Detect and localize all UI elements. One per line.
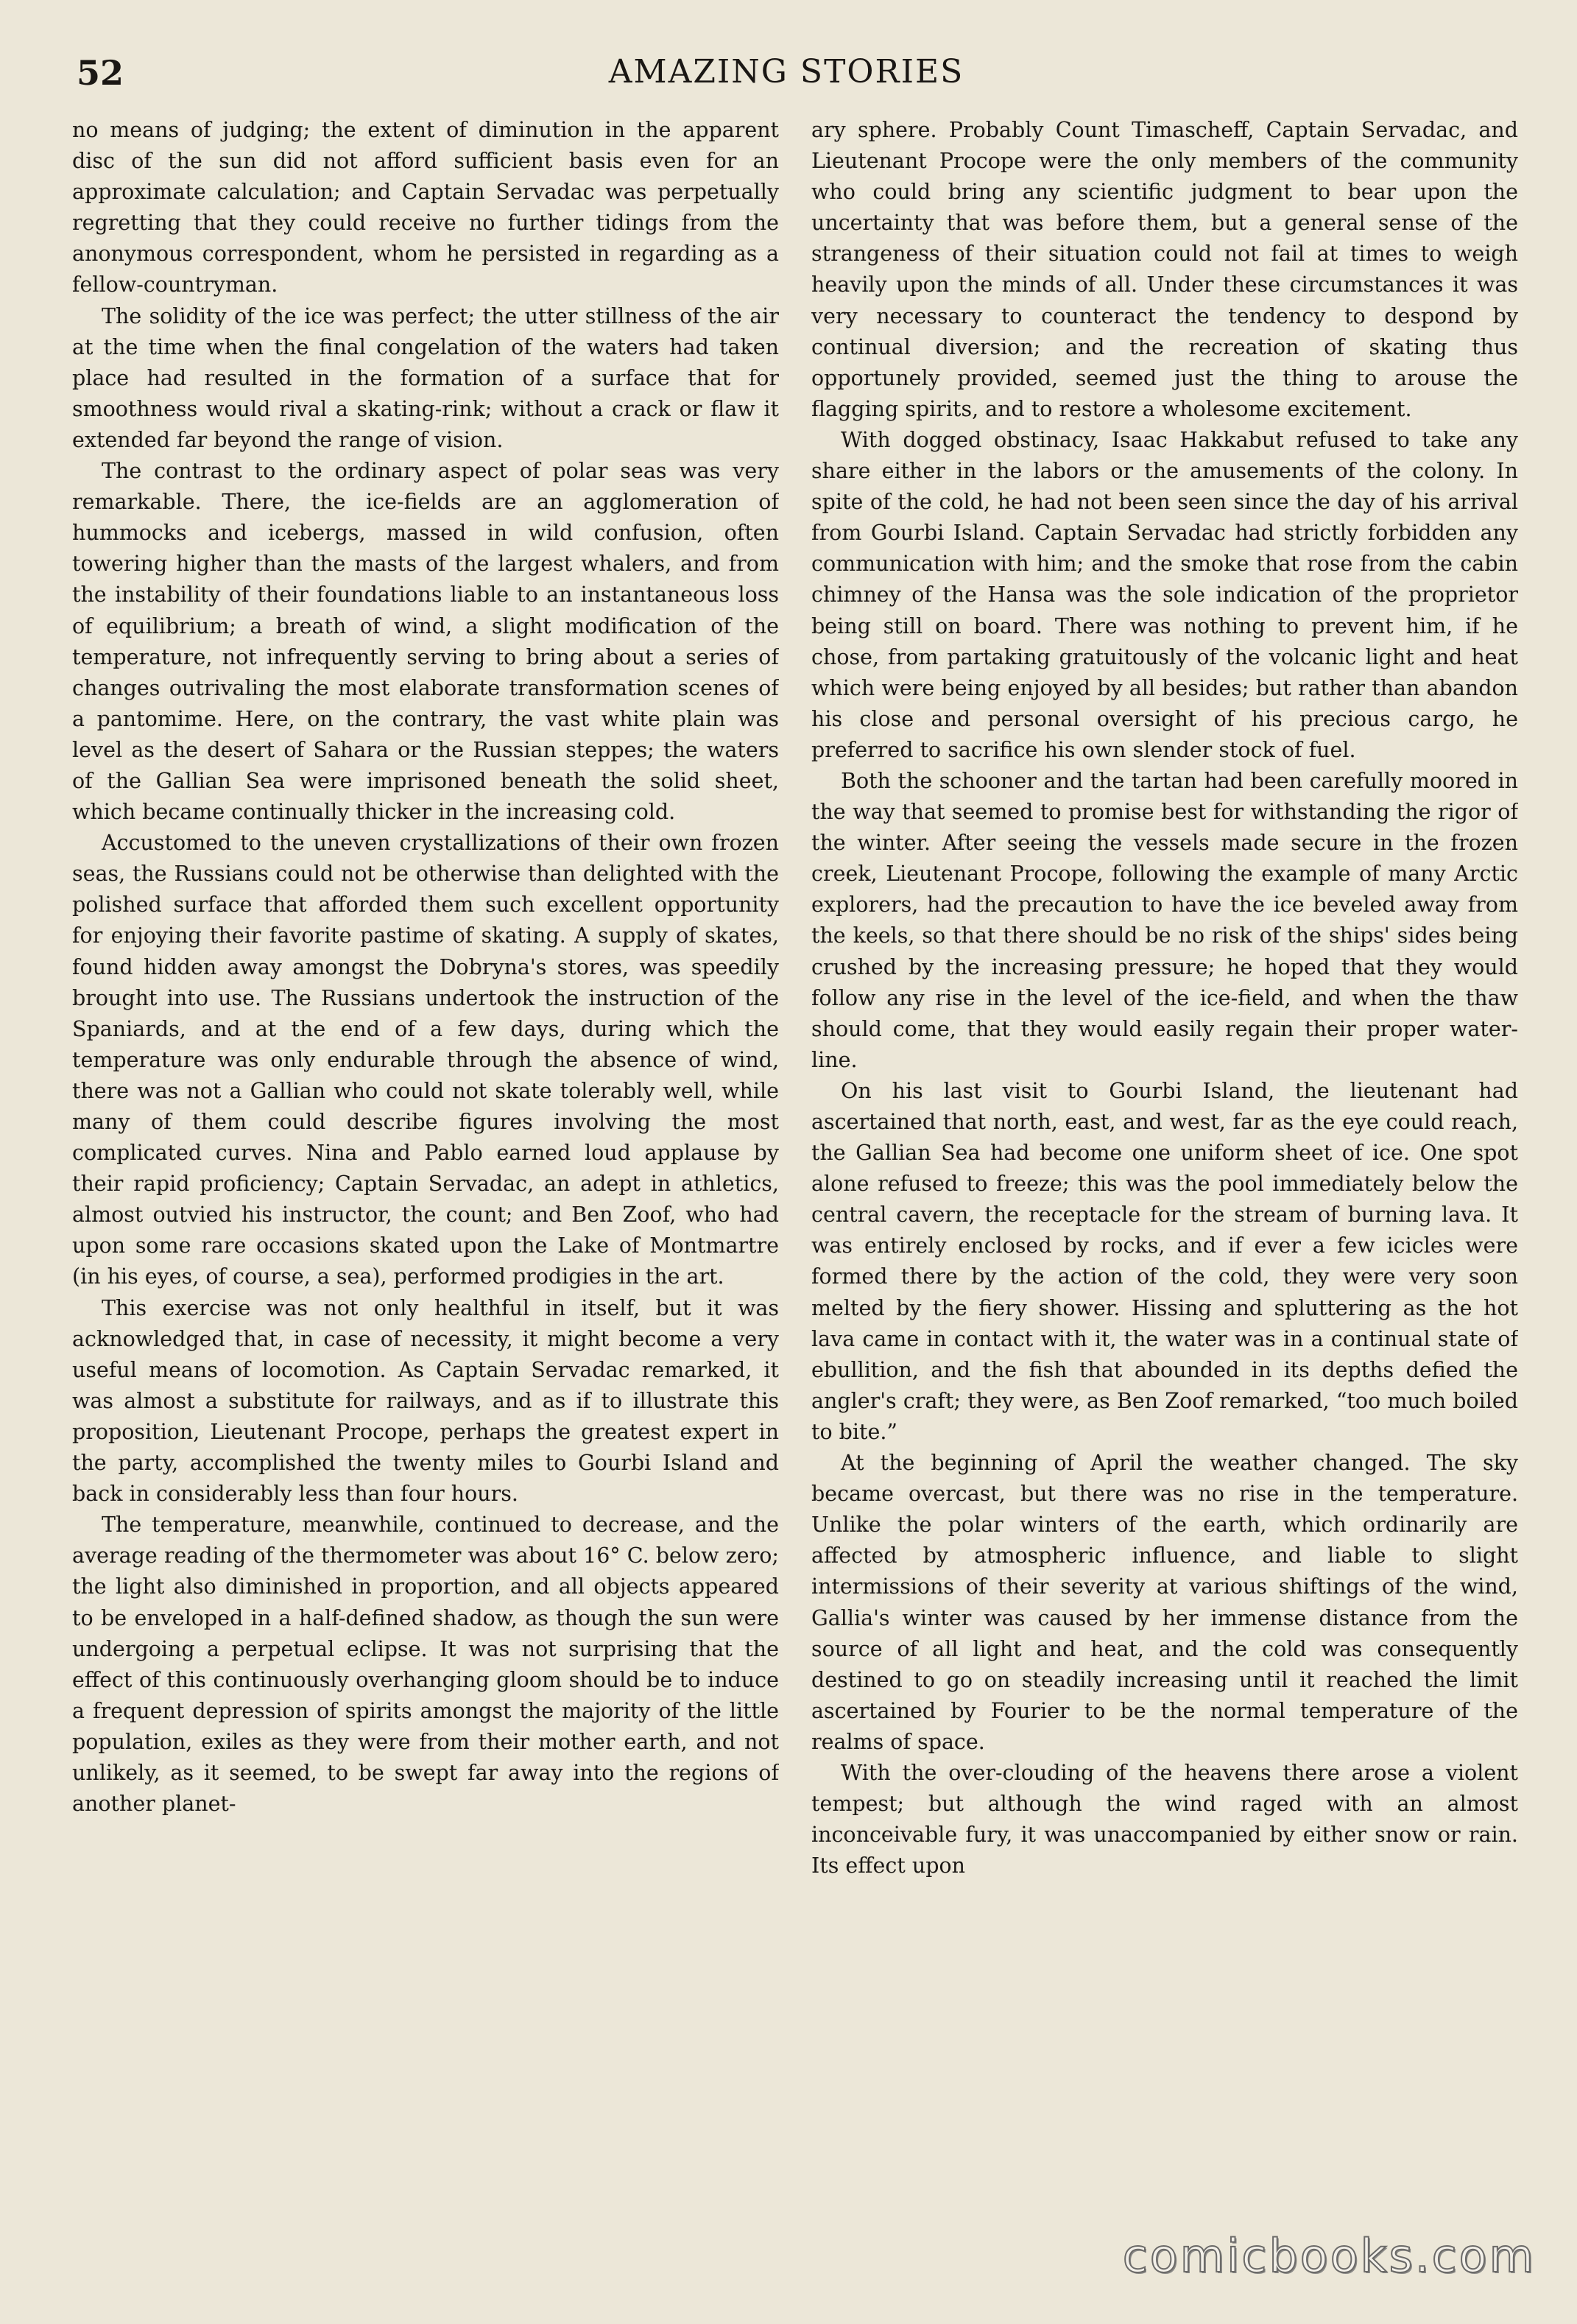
paragraph: Accustomed to the uneven crystallizations of their own frozen seas, the Russians could not be otherwise than delighted with the polished surface that afforded them such excellent opportunity for enjoying their favorite pastime of skating. A supply of skates, found hidden away amongst the Dobryna's stores, was speedily brought into use. The Russians undertook the instruction of the Spaniards, and at the end of a few days, during which the temperature was only endurable through the absence of wind, there was not a Gallian who could not skate tolerably well, while many of them could describe figures involving the most complicated curves. Nina and Pablo earned loud applause by their rapid proficiency; Captain Servadac, an adept in athletics, almost outvied his instructor, the count; and Ben Zoof, who had upon some rare occasions skated upon the Lake of Montmartre (in his eyes, of course, a sea), performed prodigies in the art.: [72, 831, 779, 1289]
paragraph: At the beginning of April the weather changed. The sky became overcast, but there was no rise in the temperature. Unlike the polar winters of the earth, which ordinarily are affected by atmospheric influence, and liable to slight intermissions of their severity at various shiftings of the wind, Gallia's winter was caused by her immense distance from the source of all light and heat, and the cold was consequently destined to go on steadily increasing until it reached the limit ascertained by Fourier to be the normal temperature of the realms of space.: [811, 1451, 1518, 1754]
text-columns: [72, 115, 1518, 2258]
paragraph: On his last visit to Gourbi Island, the lieutenant had ascertained that north, east, and west, far as the eye could reach, the Gallian Sea had become one uniform sheet of ice. One spot alone refused to freeze; this was the pool immediately below the central cavern, the receptacle for the stream of burning lava. It was entirely enclosed by rocks, and if ever a few icicles were formed there by the action of the cold, they were very soon melted by the fiery shower. Hissing and spluttering as the hot lava came in contact with it, the water was in a continual state of ebullition, and the fish that abounded in its depths defied the angler's craft; they were, as Ben Zoof remarked, “too much boiled to bite.”: [811, 1078, 1518, 1444]
right-column: [811, 115, 1518, 2258]
paragraph: The solidity of the ice was perfect; the utter stillness of the air at the time when the final congelation of the waters had taken place had resulted in the formation of a surface that for smoothness would rival a skating-rink; without a crack or flaw it extended far beyond the range of vision.: [72, 303, 779, 452]
paragraph: This exercise was not only healthful in itself, but it was acknowledged that, in case of necessity, it might become a very useful means of locomotion. As Captain Servadac remarked, it was almost a substitute for railways, and as if to illustrate this proposition, Lieutenant Procope, perhaps the greatest expert in the party, accomplished the twenty miles to Gourbi Island and back in considerably less than four hours.: [72, 1295, 779, 1507]
left-column: [72, 115, 779, 2258]
paragraph: Both the schooner and the tartan had been carefully moored in the way that seemed to promise best for withstanding the rigor of the winter. After seeing the vessels made secure in the frozen creek, Lieutenant Procope, following the example of many Arctic explorers, had the precaution to have the ice beveled away from the keels, so that there should be no risk of the ships' sides being crushed by the increasing pressure; he hoped that they would follow any rise in the level of the ice-field, and when the thaw should come, that they would easily regain their proper water-line.: [811, 768, 1518, 1072]
paragraph: With dogged obstinacy, Isaac Hakkabut refused to take any share either in the labors or the amusements of the colony. In spite of the cold, he had not been seen since the day of his arrival from Gourbi Island. Captain Servadac had strictly forbidden any communication with him; and the smoke that rose from the cabin chimney of the Hansa was the sole indication of the proprietor being still on board. There was nothing to prevent him, if he chose, from partaking gratuitously of the volcanic light and heat which were being enjoyed by all besides; but rather than abandon his close and personal oversight of his precious cargo, he preferred to sacrifice his own slender stock of fuel.: [811, 427, 1518, 762]
paragraph: no means of judging; the extent of diminution in the apparent disc of the sun did not afford sufficient basis even for an approximate calculation; and Captain Servadac was perpetually regretting that they could receive no further tidings from the anonymous correspondent, whom he persisted in regarding as a fellow-countryman.: [72, 118, 779, 297]
page-header: [77, 53, 1496, 105]
paragraph: With the over-clouding of the heavens there arose a violent tempest; but although the wind raged with an almost inconceivable fury, it was unaccompanied by either snow or rain. Its effect upon: [811, 1760, 1518, 1878]
paragraph: The contrast to the ordinary aspect of polar seas was very remarkable. There, the ice-fields are an agglomeration of hummocks and icebergs, massed in wild confusion, often towering higher than the masts of the largest whalers, and from the instability of their foundations liable to an instantaneous loss of equilibrium; a breath of wind, a slight modification of the temperature, not infrequently serving to bring about a series of changes outrivaling the most elaborate transformation scenes of a pantomime. Here, on the contrary, the vast white plain was level as the desert of Sahara or the Russian steppes; the waters of the Gallian Sea were imprisoned beneath the solid sheet, which became continually thicker in the increasing cold.: [72, 459, 779, 825]
running-head: AMAZING STORIES: [608, 53, 964, 91]
paragraph: The temperature, meanwhile, continued to decrease, and the average reading of the thermometer was about 16° C. below zero; the light also diminished in proportion, and all objects appeared to be enveloped in a half-defined shadow, as though the sun were undergoing a perpetual eclipse. It was not surprising that the effect of this continuously overhanging gloom should be to induce a frequent depression of spirits amongst the majority of the little population, exiles as they were from their mother earth, and not unlikely, as it seemed, to be swept far away into the regions of another planet-: [72, 1513, 779, 1817]
page-number: 52: [77, 53, 124, 93]
paragraph: ary sphere. Probably Count Timascheff, Captain Servadac, and Lieutenant Procope were the only members of the community who could bring any scientific judgment to bear upon the uncertainty that was before them, but a general sense of the strangeness of their situation could not fail at times to weigh heavily upon the minds of all. Under these circumstances it was very necessary to counteract the tendency to despond by continual diversion; and the recreation of skating thus opportunely provided, seemed just the thing to arouse the flagging spirits, and to restore a wholesome excitement.: [811, 118, 1518, 421]
watermark-logo: comicbooks.com: [1122, 2229, 1536, 2283]
